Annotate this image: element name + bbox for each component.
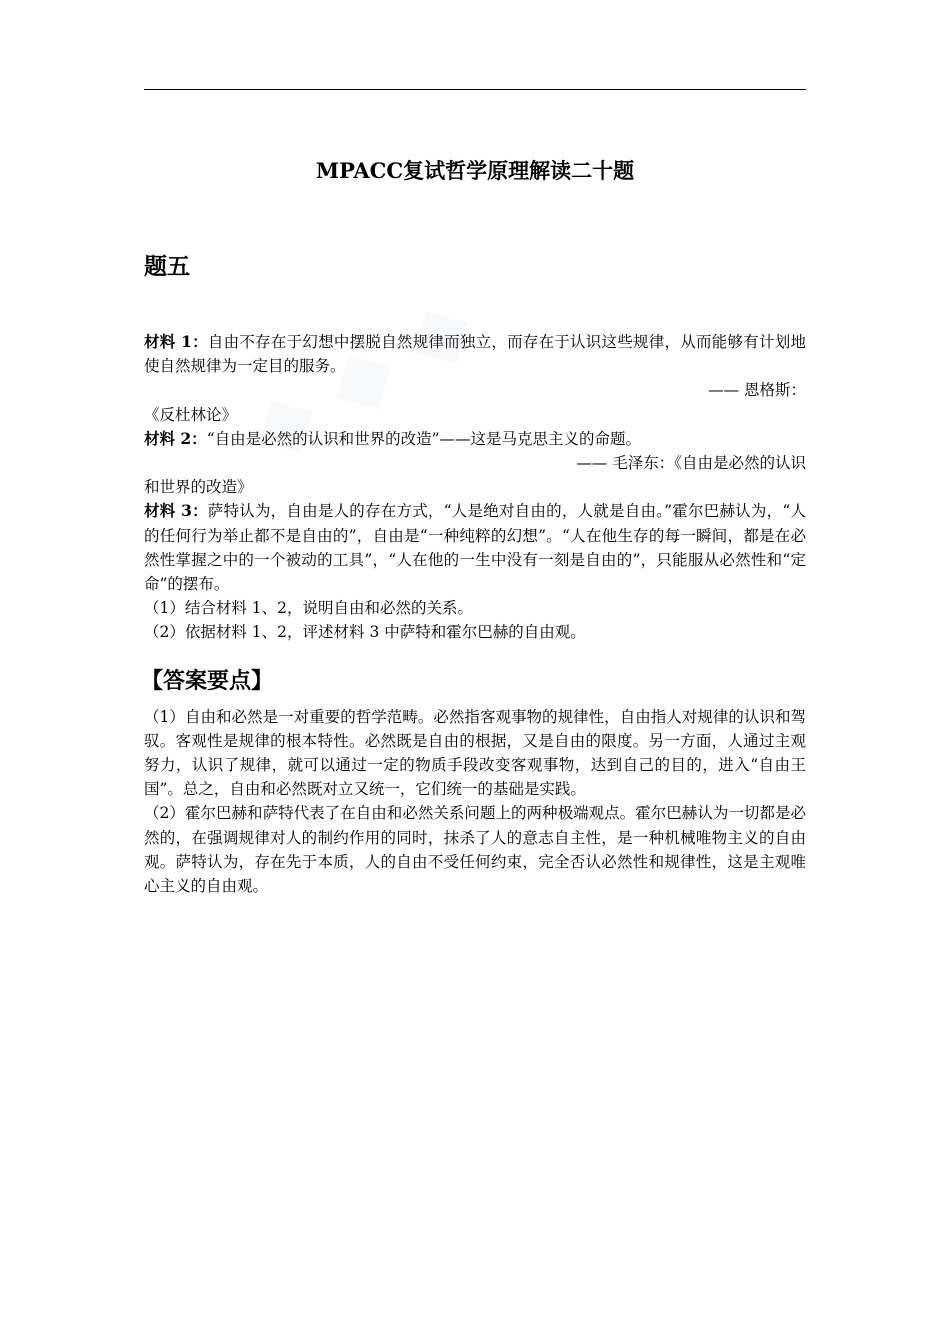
material-3-label: 材料 3： <box>144 501 208 521</box>
question-2: （2）依据材料 1、2，评述材料 3 中萨特和霍尔巴赫的自由观。 <box>144 623 586 642</box>
material-1-label: 材料 1： <box>144 332 208 351</box>
material-1-source: 《反杜林论》 <box>144 405 238 424</box>
material-2 <box>144 427 806 451</box>
material-1-text: 自由不存在于幻想中摆脱自然规律而独立，而存在于认识这些规律，从而能够有计划地使自然规律为一定目的服务。 <box>144 333 806 376</box>
material-3 <box>144 499 806 596</box>
answer-point-1: （1）自由和必然是一对重要的哲学范畴。必然指客观事物的规律性，自由指人对规律的认识和驾驭。客观性是规律的根本特性。必然既是自由的根据，又是自由的限度。另一方面，人通过主观努力，认识了规律，就可以通过一定的物质手段改变客观事物，达到自己的目的，进入“自由王国”。总之，自由和必然既对立又统一，它们统一的基础是实践。 <box>144 707 806 799</box>
material-2-source: 和世界的改造》 <box>144 478 253 497</box>
material-2-text: “自由是必然的认识和世界的改造”——这是马克思主义的命题。 <box>206 429 642 448</box>
header-rule <box>144 89 806 90</box>
material-1 <box>144 330 806 378</box>
question-1: （1）结合材料 1、2，说明自由和必然的关系。 <box>144 599 474 618</box>
document-body <box>141 330 806 898</box>
answer-point-2: （2）霍尔巴赫和萨特代表了在自由和必然关系问题上的两种极端观点。霍尔巴赫认为一切都是必然的，在强调规律对人的制约作用的同时，抹杀了人的意志自主性，是一种机械唯物主义的自由观。萨特认为，存在先于本质，人的自由不受任何约束，完全否认必然性和规律性，这是主观唯心主义的自由观。 <box>144 804 806 896</box>
material-3-text: 萨特认为，自由是人的存在方式，“人是绝对自由的，人就是自由。”霍尔巴赫认为，“人的任何行为举止都不是自由的”，自由是“一种纯粹的幻想”。“人在他生存的每一瞬间，都是在必然性掌握之中的一个被动的工具”，“人在他的一生中没有一刻是自由的”，只能服从必然性和“定命”的摆布。 <box>144 502 806 594</box>
material-2-attribution: —— 毛泽东：《自由是必然的认识 <box>576 454 806 473</box>
material-1-attribution: —— 恩格斯： <box>708 381 806 400</box>
material-2-label: 材料 2： <box>144 428 207 448</box>
section-heading: 题五 <box>144 253 190 280</box>
document-title: MPACC复试哲学原理解读二十题 <box>315 158 635 183</box>
answer-heading: 【答案要点】 <box>141 667 274 694</box>
